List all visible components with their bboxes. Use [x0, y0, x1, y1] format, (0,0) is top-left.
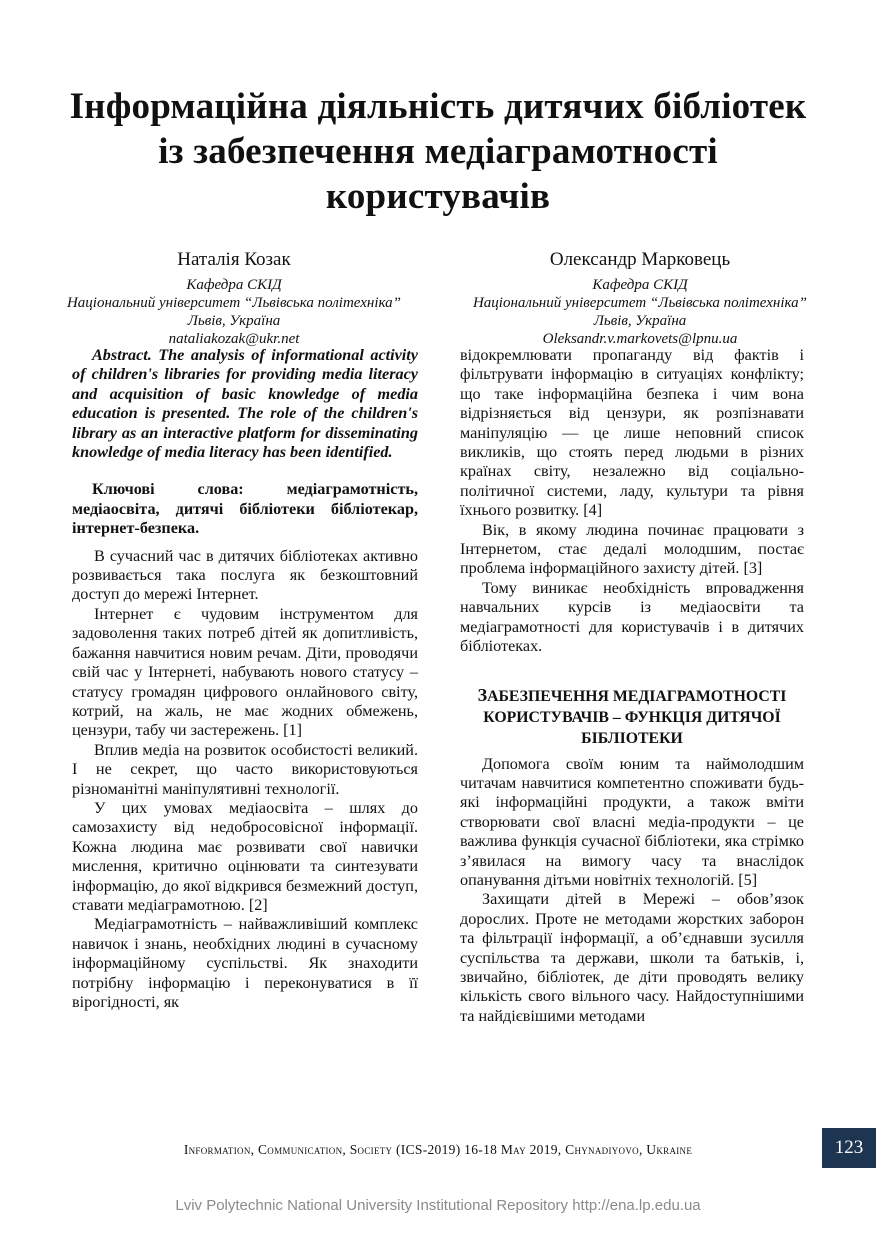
page-number: 123: [822, 1128, 876, 1168]
author-department: Кафедра СКІД: [592, 277, 688, 293]
author-name: Наталія Козак: [177, 249, 291, 270]
section-initial: З: [477, 684, 488, 705]
right-column: [460, 346, 804, 1026]
author-location: Львів, Україна: [593, 313, 687, 329]
title-line: користувачів: [325, 176, 551, 217]
body-paragraph: Медіаграмотність – найважливіший комплекс навичок і знань, необхідних людині в сучасному інформаційному суспільстві. Як знаходити потрібну інформацію і переконуватися в її вірогідності, як: [72, 915, 418, 1011]
section-heading-line: [460, 685, 804, 707]
author-email[interactable]: Oleksandr.v.markovets@lpnu.ua: [542, 331, 738, 347]
author-university: Національний університет “Львівська політехніка”: [472, 295, 808, 311]
section-heading-line: КОРИСТУВАЧІВ – ФУНКЦІЯ ДИТЯЧОЇ: [483, 708, 781, 726]
footer-text: Information, Communication, Society (ICS-2019) 16-18 May 2019, Chynadiyovo, Ukraine: [183, 1142, 693, 1157]
body-paragraph: Вік, в якому людина починає працювати з Інтернетом, стає дедалі молодшим, постає проблема інформаційного захисту дітей. [3]: [460, 520, 804, 578]
author-block-1: [58, 248, 410, 348]
paper-title: [40, 84, 836, 219]
section-heading-line: БІБЛІОТЕКИ: [581, 729, 683, 747]
title-line: із забезпечення медіаграмотності: [158, 131, 718, 172]
section-heading-rest: АБЕЗПЕЧЕННЯ МЕДІАГРАМОТНОСТІ: [487, 687, 787, 705]
author-block-2: [460, 248, 820, 348]
title-line: Інформаційна діяльність дитячих бібліотек: [69, 86, 807, 127]
body-paragraph: Вплив медіа на розвиток особистості великий. І не секрет, що часто використовуються різноманітні маніпулятивні технології.: [72, 740, 418, 798]
conference-footer: [100, 1142, 776, 1158]
body-paragraph: В сучасний час в дитячих бібліотеках активно розвивається така послуга як безкоштовний доступ до мережі Інтернет.: [72, 546, 418, 604]
body-paragraph: відокремлювати пропаганду від фактів і фільтрувати інформацію в ситуаціях конфлікту; що таке інформаційна безпека і чим вона відрізняється від цензури, як розпізнавати маніпуляцію — це лише неповний список викликів, що стоять перед людьми в різних країнах світу, незалежно від соціально-політичної системи, ладу, культури та рівня їхнього розвитку. [4]: [460, 346, 804, 520]
abstract: Abstract. The analysis of informational activity of children's libraries for providing media literacy and acquisition of basic knowledge of media education is presented. The role of the children's library as an interactive platform for disseminating knowledge of media literacy has been identified.: [72, 346, 418, 462]
left-column: [72, 346, 418, 1012]
body-paragraph: У цих умовах медіаосвіта – шлях до самозахисту від недобросовісної інформації. Кожна людина має розвивати свої навички мислення, критично оцінювати та синтезувати інформацію, до якої відкрився безмежний доступ, ставати медіаграмотною. [2]: [72, 798, 418, 914]
author-department: Кафедра СКІД: [186, 277, 282, 293]
body-paragraph: Допомога своїм юним та наймолодшим читачам навчитися компетентно споживати будь-які інформаційні продукти, а також вміти створювати свої власні медіа-продукти – це важлива функція сучасної бібліотеки, яка стрімко з’явилася на вимогу часу та внаслідок опанування дітьми новітніх технологій. [5]: [460, 754, 804, 889]
author-university: Національний університет “Львівська політехніка”: [66, 295, 402, 311]
keywords: Ключові слова: медіаграмотність, медіаосвіта, дитячі бібліотеки бібліотекар, інтернет-безпека.: [72, 480, 418, 538]
body-paragraph: Тому виникає необхідність впровадження навчальних курсів із медіаосвіти та медіаграмотності для користувачів і в дитячих бібліотеках.: [460, 578, 804, 656]
body-paragraph: Захищати дітей в Мережі – обов’язок дорослих. Проте не методами жорстких заборон та фільтрації інформації, а об’єднавши зусилля суспільства та держави, школи та батьків, і, звичайно, бібліотек, де діти проводять велику кількість свого вільного часу. Найдоступнішими та найдієвішими методами: [460, 890, 804, 1025]
author-email[interactable]: nataliakozak@ukr.net: [168, 331, 300, 347]
author-location: Львів, Україна: [187, 313, 281, 329]
body-paragraph: Інтернет є чудовим інструментом для задоволення таких потреб дітей як допитливість, бажання навчитися новим речам. Діти, проводячи свій час у Інтернеті, набувають нового статусу – статусу громадян цифрового онлайнового світу, котрий, на жаль, не має жодних обмежень, цензури, табу чи застережень. [1]: [72, 604, 418, 740]
author-name: Олександр Марковець: [549, 249, 731, 270]
repository-note: Lviv Polytechnic National University Institutional Repository http://ena.lp.edu.ua: [175, 1197, 701, 1214]
section-heading: [460, 685, 804, 749]
